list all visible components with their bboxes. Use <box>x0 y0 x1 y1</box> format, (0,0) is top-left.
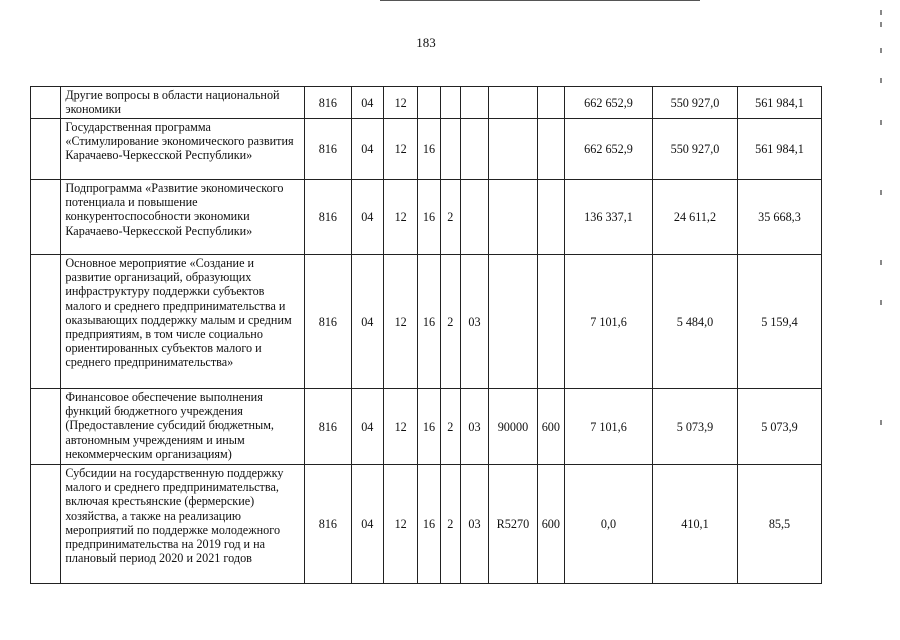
top-rule <box>380 0 700 1</box>
table-row <box>31 87 822 119</box>
ministry-code: 816 <box>305 180 352 255</box>
section-code: 04 <box>351 255 383 389</box>
row-marker-cell <box>31 180 61 255</box>
amount-2019: 136 337,1 <box>565 180 653 255</box>
row-name: Другие вопросы в области национальной экономики <box>61 87 305 119</box>
expense-type-code: 600 <box>537 389 564 465</box>
row-marker-cell <box>31 389 61 465</box>
event-code <box>460 87 488 119</box>
amount-2020: 5 073,9 <box>653 389 738 465</box>
direction-code: 90000 <box>489 389 538 465</box>
expense-type-code <box>537 119 564 180</box>
row-marker-cell <box>31 87 61 119</box>
section-code: 04 <box>351 87 383 119</box>
table-row <box>31 119 822 180</box>
program-code: 16 <box>418 119 440 180</box>
section-code: 04 <box>351 180 383 255</box>
page-number: 183 <box>416 35 436 50</box>
subprogram-code: 2 <box>440 465 460 584</box>
amount-2019: 0,0 <box>565 465 653 584</box>
subprogram-code: 2 <box>440 180 460 255</box>
event-code <box>460 119 488 180</box>
program-code: 16 <box>418 180 440 255</box>
amount-2021: 561 984,1 <box>737 87 821 119</box>
amount-2021: 561 984,1 <box>737 119 821 180</box>
table-row <box>31 465 822 584</box>
ministry-code: 816 <box>305 87 352 119</box>
table-row <box>31 180 822 255</box>
program-code <box>418 87 440 119</box>
expense-type-code <box>537 87 564 119</box>
amount-2020: 550 927,0 <box>653 119 738 180</box>
direction-code <box>489 87 538 119</box>
amount-2019: 662 652,9 <box>565 87 653 119</box>
amount-2021: 85,5 <box>737 465 821 584</box>
ministry-code: 816 <box>305 465 352 584</box>
subsection-code: 12 <box>383 87 417 119</box>
subsection-code: 12 <box>383 465 417 584</box>
program-code: 16 <box>418 389 440 465</box>
subsection-code: 12 <box>383 180 417 255</box>
amount-2021: 5 159,4 <box>737 255 821 389</box>
direction-code <box>489 255 538 389</box>
amount-2019: 7 101,6 <box>565 255 653 389</box>
amount-2019: 7 101,6 <box>565 389 653 465</box>
row-marker-cell <box>31 465 61 584</box>
ministry-code: 816 <box>305 389 352 465</box>
event-code: 03 <box>460 465 488 584</box>
amount-2020: 5 484,0 <box>653 255 738 389</box>
subsection-code: 12 <box>383 255 417 389</box>
event-code: 03 <box>460 255 488 389</box>
ministry-code: 816 <box>305 119 352 180</box>
section-code: 04 <box>351 389 383 465</box>
direction-code <box>489 119 538 180</box>
table-row <box>31 389 822 465</box>
section-code: 04 <box>351 465 383 584</box>
direction-code: R5270 <box>489 465 538 584</box>
subprogram-code <box>440 87 460 119</box>
row-name: Финансовое обеспечение выполнения функций бюджетного учреждения (Предоставление субсидий бюджетным, автономным учреждениям и иным некоммерческим организациям) <box>61 389 305 465</box>
row-name: Субсидии на государственную поддержку малого и среднего предпринимательства, включая крестьянские (фермерские) хозяйства, а также на реализацию мероприятий по поддержке молодежного предпринимательства на 2019 год и на плановый период 2020 и 2021 годов <box>61 465 305 584</box>
amount-2019: 662 652,9 <box>565 119 653 180</box>
budget-table <box>30 86 822 584</box>
scan-artifact-dots <box>880 0 892 640</box>
row-name: Подпрограмма «Развитие экономического потенциала и повышение конкурентоспособности экономики Карачаево-Черкесской Республики» <box>61 180 305 255</box>
subprogram-code <box>440 119 460 180</box>
subsection-code: 12 <box>383 389 417 465</box>
ministry-code: 816 <box>305 255 352 389</box>
row-marker-cell <box>31 255 61 389</box>
expense-type-code <box>537 180 564 255</box>
program-code: 16 <box>418 465 440 584</box>
amount-2021: 35 668,3 <box>737 180 821 255</box>
amount-2021: 5 073,9 <box>737 389 821 465</box>
event-code <box>460 180 488 255</box>
row-name: Государственная программа «Стимулирование экономического развития Карачаево-Черкесской Республики» <box>61 119 305 180</box>
row-marker-cell <box>31 119 61 180</box>
subprogram-code: 2 <box>440 255 460 389</box>
section-code: 04 <box>351 119 383 180</box>
row-name: Основное мероприятие «Создание и развитие организаций, образующих инфраструктуру поддержки субъектов малого и среднего предпринимательства и оказывающих поддержку малым и средним предприятиям, в том числе социально ориентированных субъектов малого и среднего предпринимательства» <box>61 255 305 389</box>
subsection-code: 12 <box>383 119 417 180</box>
subprogram-code: 2 <box>440 389 460 465</box>
program-code: 16 <box>418 255 440 389</box>
amount-2020: 24 611,2 <box>653 180 738 255</box>
event-code: 03 <box>460 389 488 465</box>
expense-type-code <box>537 255 564 389</box>
amount-2020: 410,1 <box>653 465 738 584</box>
amount-2020: 550 927,0 <box>653 87 738 119</box>
expense-type-code: 600 <box>537 465 564 584</box>
direction-code <box>489 180 538 255</box>
table-row <box>31 255 822 389</box>
